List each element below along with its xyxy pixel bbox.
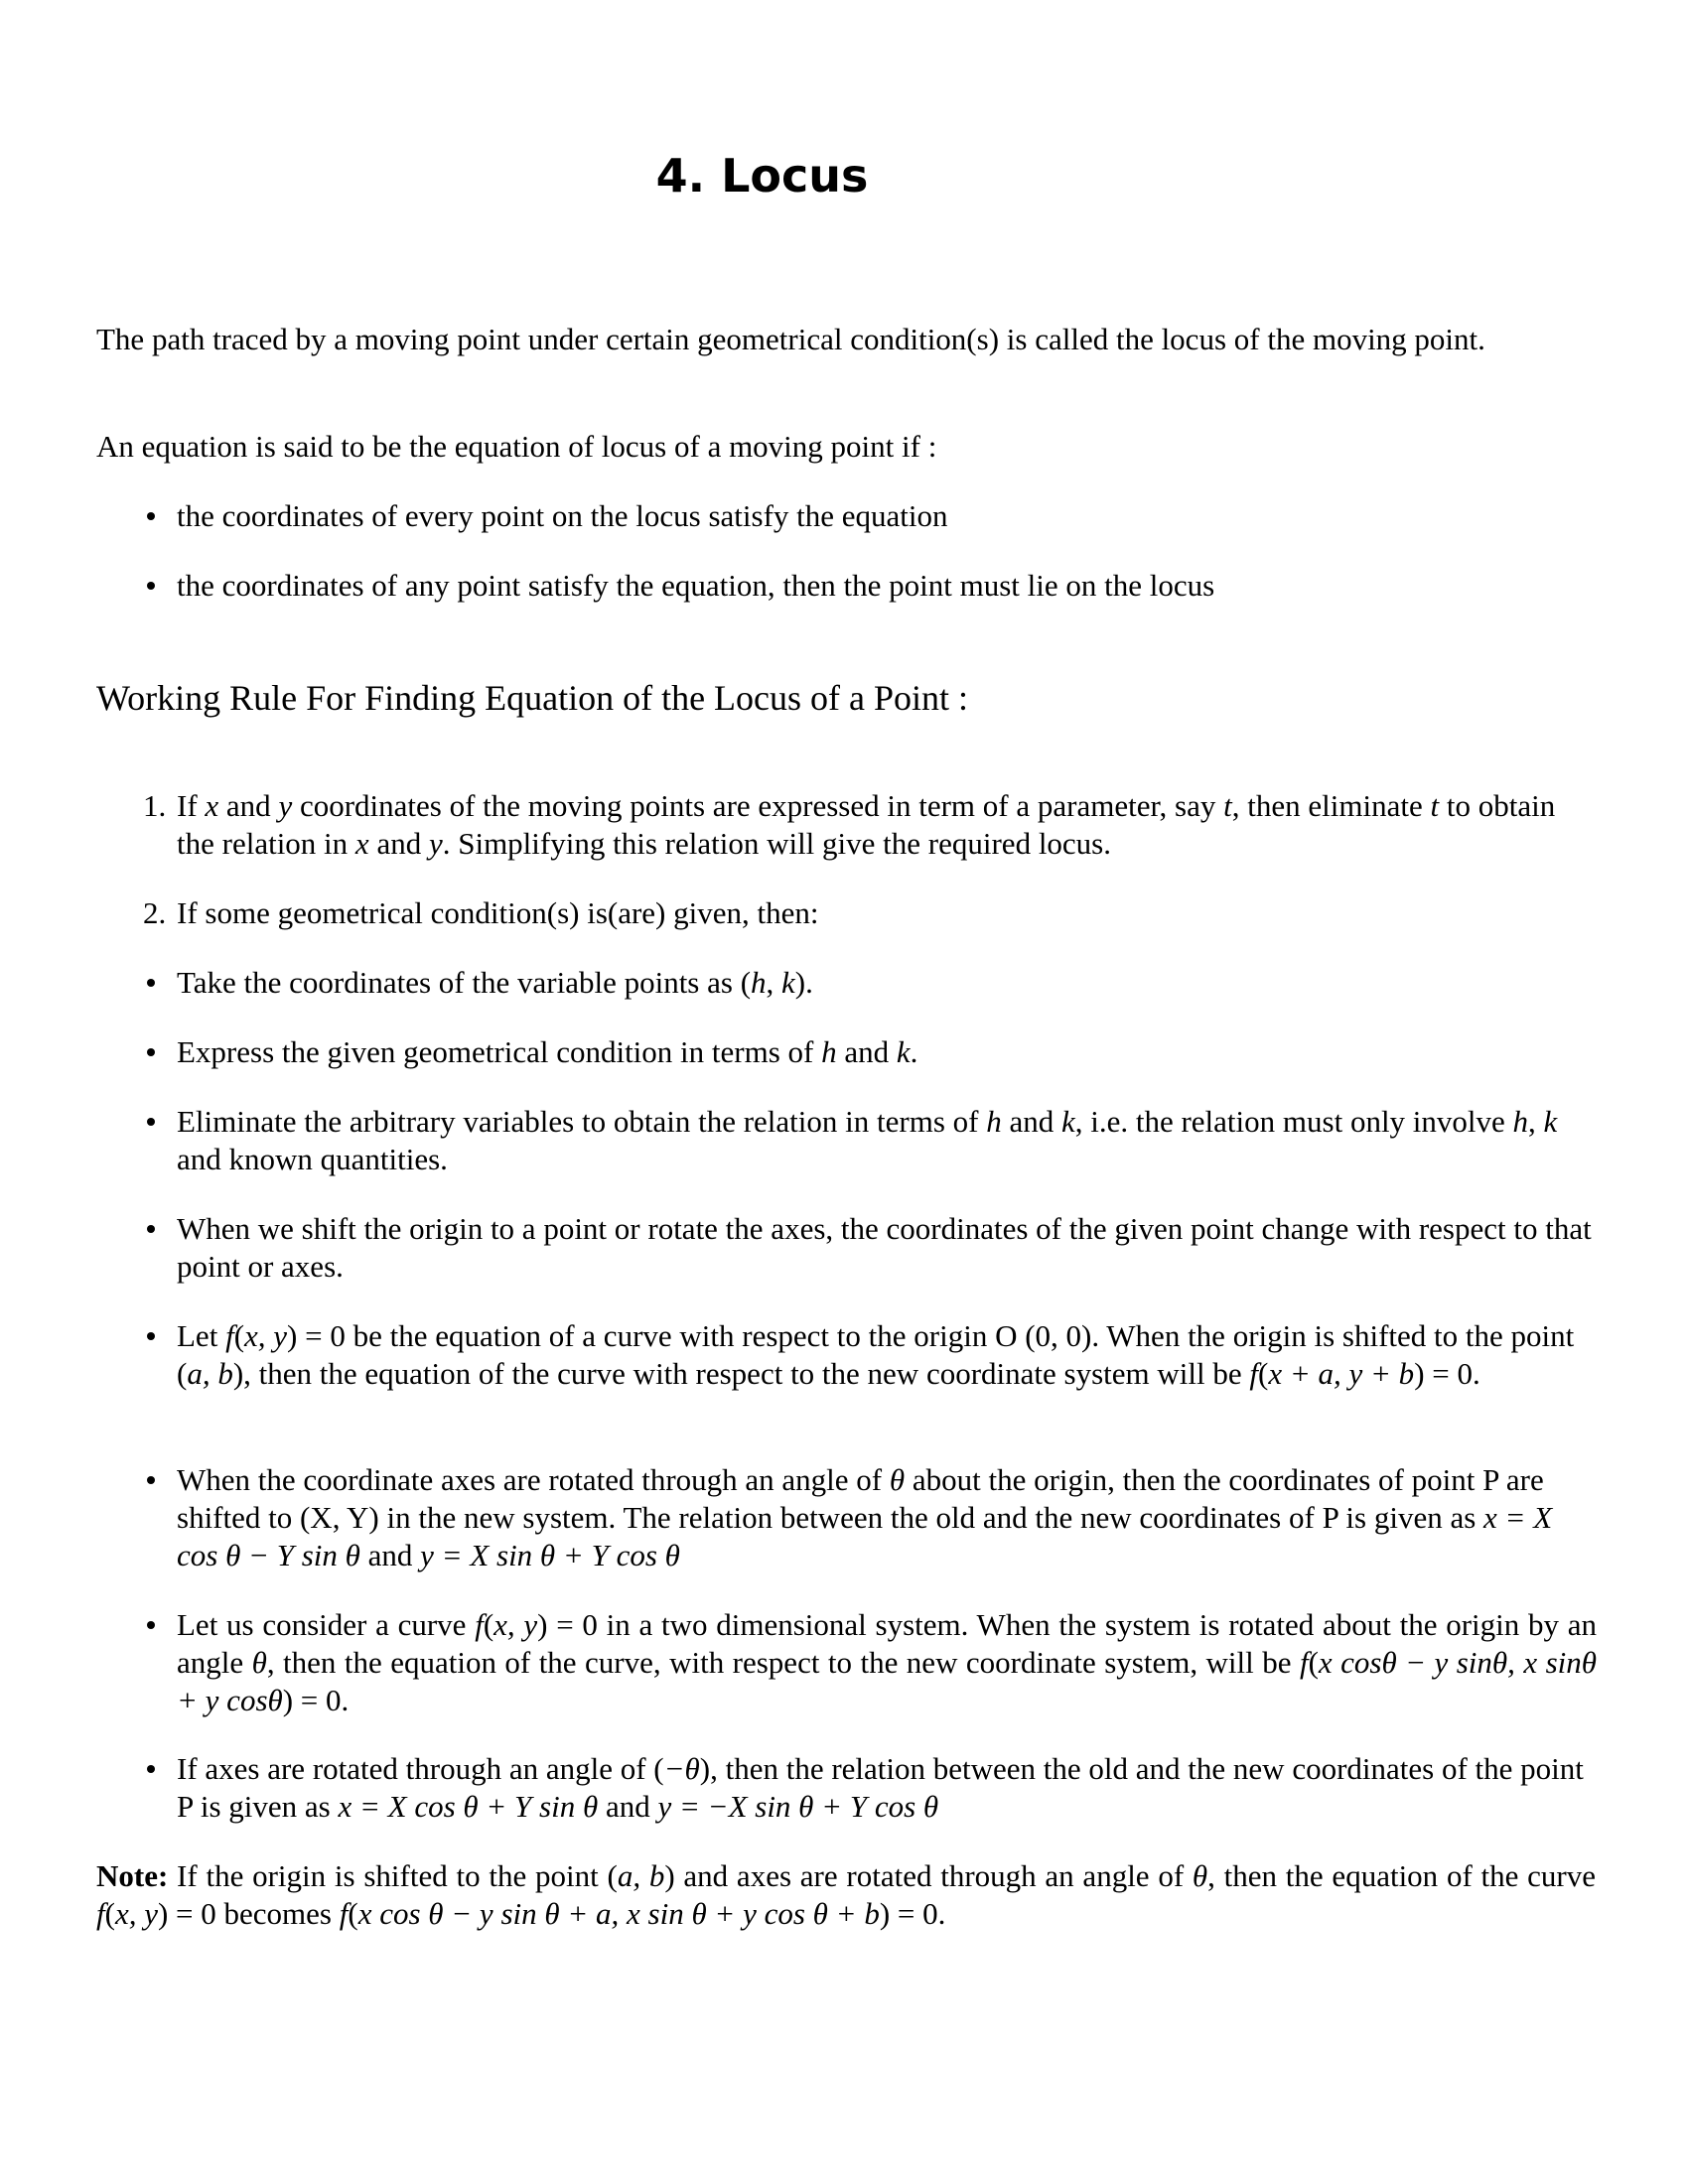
bullet-icon	[147, 1118, 155, 1126]
bullet-icon	[147, 1621, 155, 1629]
step-bullet-3: Eliminate the arbitrary variables to obtain the relation in terms of h and k, i.e. the relation must only involve h, k and known quantities.	[177, 1103, 1597, 1178]
step-bullet-2: Express the given geometrical condition in terms of h and k.	[177, 1033, 1597, 1071]
step-bullet-8: If axes are rotated through an angle of (−θ), then the relation between the old and the new coordinates of the point P is given as x = X cos θ + Y sin θ and y = −X sin θ + Y cos θ	[177, 1750, 1597, 1826]
rule-number: 1.	[143, 788, 167, 823]
note-paragraph: Note: If the origin is shifted to the point (a, b) and axes are rotated through an angle of θ, then the equation of the curve f(x, y) = 0 becomes f(x cos θ − y sin θ + a, x sin θ + y cos θ + b) = 0.	[96, 1858, 1597, 1931]
page-title: 4. Locus	[655, 149, 869, 203]
bullet-icon	[147, 1225, 155, 1233]
bullet-icon	[147, 1476, 155, 1484]
intro-paragraph: The path traced by a moving point under certain geometrical condition(s) is called the locus of the moving point.	[96, 322, 1485, 356]
rule-number: 2.	[143, 895, 167, 930]
equation-lead: An equation is said to be the equation of locus of a moving point if :	[96, 429, 937, 464]
bullet-icon	[147, 582, 155, 590]
bullet-icon	[147, 979, 155, 987]
step-bullet-4: When we shift the origin to a point or rotate the axes, the coordinates of the given point change with respect to that point or axes.	[177, 1210, 1597, 1286]
step-bullet-5: Let f(x, y) = 0 be the equation of a curve with respect to the origin O (0, 0). When the origin is shifted to the point (a, b), then the equation of the curve with respect to the new coordinate system will be f(x + a, y + b) = 0.	[177, 1317, 1597, 1393]
step-bullet-1: Take the coordinates of the variable points as (h, k).	[177, 964, 1597, 1002]
rule-item-1: 1. If x and y coordinates of the moving points are expressed in term of a parameter, say t, then eliminate t to obtain the relation in x and y. Simplifying this relation will give the required locus.	[143, 788, 1556, 861]
equation-bullet-2: the coordinates of any point satisfy the equation, then the point must lie on the locus	[177, 567, 1597, 605]
bullet-icon	[147, 1332, 155, 1340]
step-bullet-7: Let us consider a curve f(x, y) = 0 in a two dimensional system. When the system is rotated about the origin by an angle θ, then the equation of the curve, with respect to the new coordinate system, will be f(x cosθ − y sinθ, x sinθ + y cosθ) = 0.	[177, 1606, 1597, 1719]
bullet-icon	[147, 1048, 155, 1056]
bullet-icon	[147, 1765, 155, 1773]
rule-heading: Working Rule For Finding Equation of the Locus of a Point :	[96, 678, 969, 718]
note-label: Note:	[96, 1858, 169, 1893]
bullet-icon	[147, 512, 155, 520]
step-bullet-6: When the coordinate axes are rotated through an angle of θ about the origin, then the coordinates of point P are shifted to (X, Y) in the new system. The relation between the old and the new coordinates of P is given as x = X cos θ − Y sin θ and y = X sin θ + Y cos θ	[177, 1461, 1597, 1574]
equation-bullet-1: the coordinates of every point on the locus satisfy the equation	[177, 497, 1597, 535]
rule-item-2: 2. If some geometrical condition(s) is(are) given, then:	[143, 895, 819, 930]
